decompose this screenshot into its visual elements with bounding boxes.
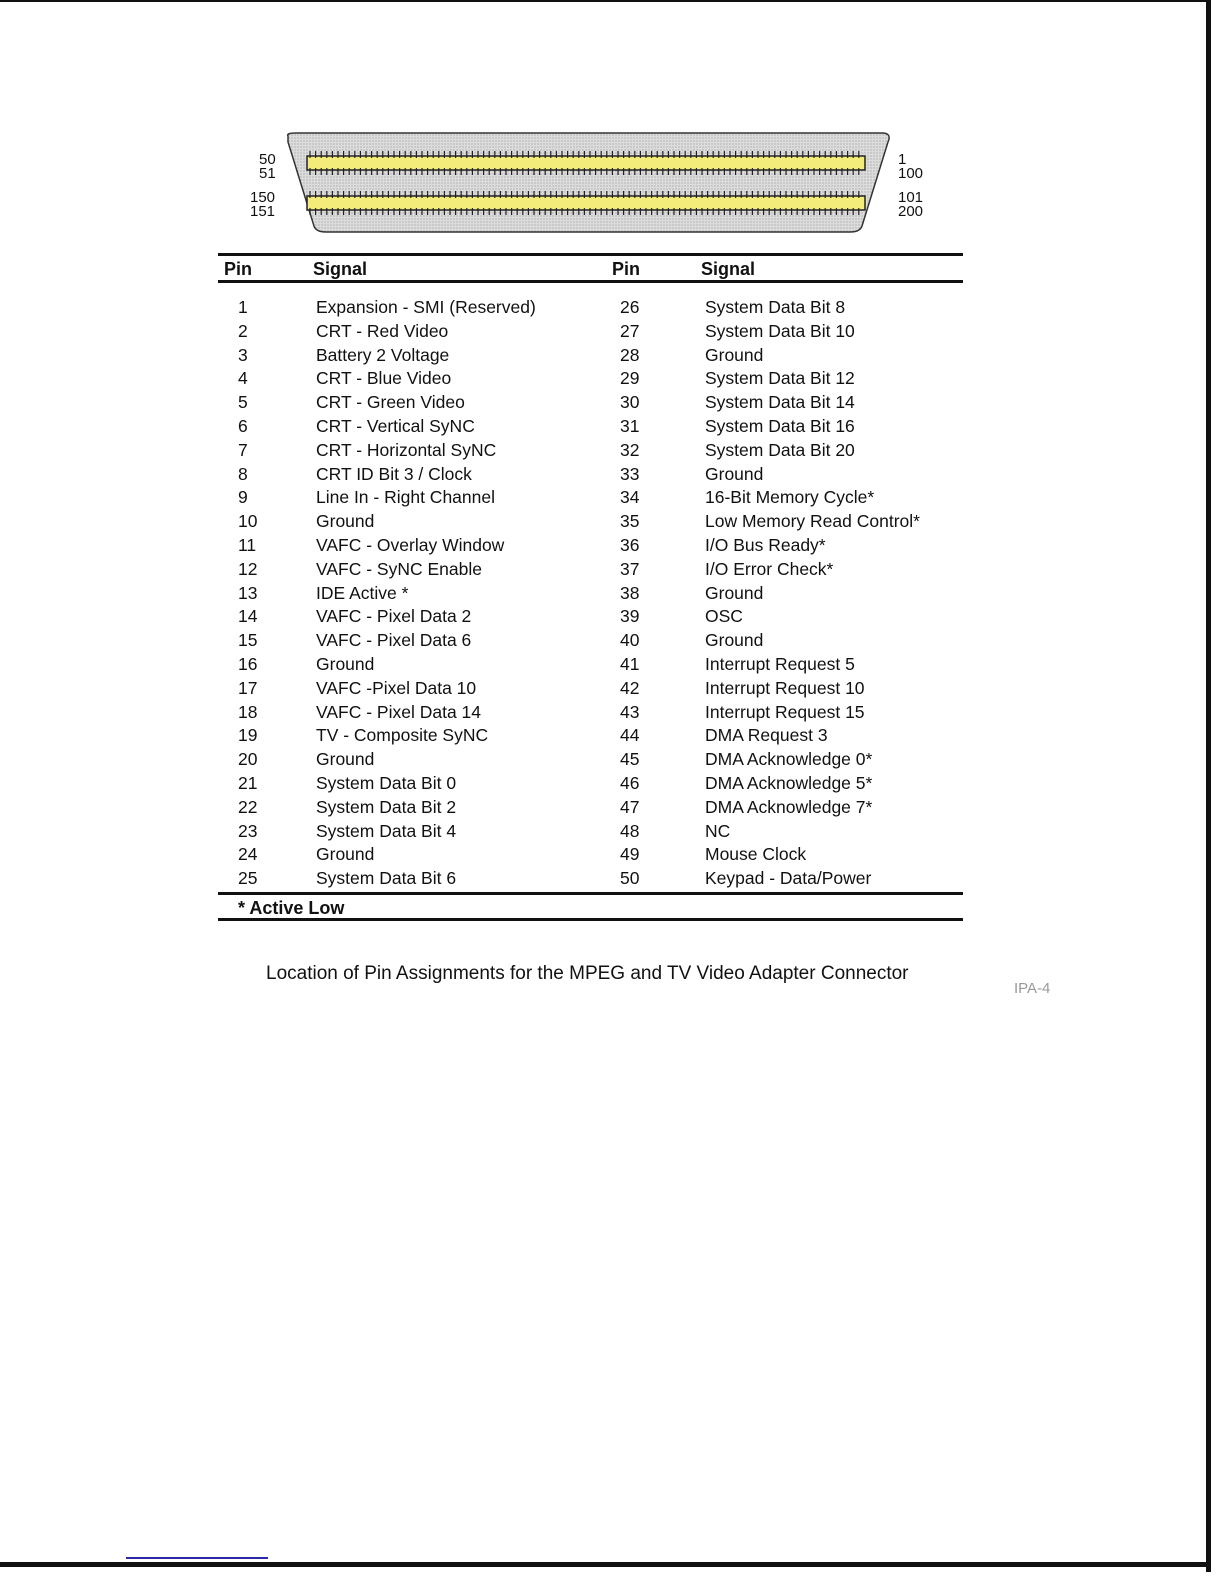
table-row [218,296,963,320]
signal-name-cell: VAFC - Overlay Window [316,534,505,555]
table-header-rule [218,280,963,283]
table-footer-rule [218,918,963,921]
header-signal-2: Signal [701,259,756,279]
signal-name-cell: Line In - Right Channel [316,487,495,508]
table-row [218,391,963,415]
pin-number-cell: 2 [238,320,248,341]
signal-name-cell: CRT - Red Video [316,320,449,341]
pin-number-cell: 37 [620,558,640,579]
signal-name-cell: DMA Acknowledge 7* [705,796,873,817]
pin-number-cell: 27 [620,320,640,341]
pin-number-cell: 28 [620,344,640,365]
pin-label-150: 150 [250,189,276,206]
table-row [218,463,963,487]
pin-number-cell: 16 [238,653,258,674]
table-row [218,724,963,748]
pin-number-cell: 25 [238,868,258,889]
pin-number-cell: 26 [620,297,640,317]
pin-number-cell: 15 [238,630,258,651]
signal-name-cell: System Data Bit 14 [705,392,855,413]
table-row [218,510,963,534]
signal-name-cell: System Data Bit 2 [316,796,457,817]
signal-name-cell: Ground [316,844,375,865]
pin-number-cell: 9 [238,487,248,508]
signal-name-cell: Interrupt Request 10 [705,677,865,698]
pin-number-cell: 17 [238,677,258,698]
signal-name-cell: System Data Bit 16 [705,415,855,436]
pin-number-cell: 11 [238,534,257,555]
pin-number-cell: 45 [620,749,640,770]
signal-name-cell: I/O Error Check* [705,558,834,579]
pin-number-cell: 18 [238,701,258,722]
pin-number-cell: 7 [238,439,248,460]
pin-number-cell: 40 [620,630,640,651]
pin-number-cell: 19 [238,725,258,746]
pin-number-cell: 38 [620,582,640,603]
pin-number-cell: 20 [238,749,258,770]
signal-name-cell: Interrupt Request 5 [705,653,855,674]
pin-number-cell: 34 [620,487,640,508]
pin-number-cell: 46 [620,772,640,793]
pin-number-cell: 12 [238,558,258,579]
header-signal-1: Signal [313,259,368,279]
pin-number-cell: 8 [238,463,248,484]
table-bottom-rule [218,892,963,895]
figure-reference: IPA-4 [1014,980,1051,997]
signal-name-cell: DMA Acknowledge 0* [705,749,873,770]
table-row [218,534,963,558]
pin-number-cell: 21 [238,772,258,793]
signal-name-cell: Battery 2 Voltage [316,344,450,365]
pin-number-cell: 41 [620,653,640,674]
table-row [218,344,963,368]
table-row [218,820,963,844]
table-top-rule [218,253,963,256]
table-row [218,629,963,653]
pin-number-cell: 3 [238,344,248,365]
header-pin-2: Pin [612,259,641,279]
pin-number-cell: 22 [238,796,258,817]
signal-name-cell: DMA Request 3 [705,725,828,746]
pin-number-cell: 29 [620,368,640,389]
pin-number-cell: 6 [238,415,248,436]
pin-row-bottom [307,196,865,210]
signal-name-cell: Ground [705,344,764,365]
signal-name-cell: VAFC - SyNC Enable [316,558,482,579]
page-border-top [0,0,1210,2]
table-row [218,558,963,582]
footnote-active-low: * Active Low [238,898,345,918]
signal-name-cell: Mouse Clock [705,844,807,865]
signal-name-cell: System Data Bit 0 [316,772,457,793]
signal-name-cell: 16-Bit Memory Cycle* [705,487,875,508]
pin-label-1: 1 [898,151,907,168]
pin-number-cell: 32 [620,439,640,460]
pin-row-top [307,156,865,170]
signal-name-cell: DMA Acknowledge 5* [705,772,873,793]
signal-name-cell: Low Memory Read Control* [705,511,920,532]
pin-number-cell: 31 [620,415,640,436]
signal-name-cell: Ground [705,630,764,651]
table-row [218,486,963,510]
table-row [218,367,963,391]
signal-name-cell: Ground [316,653,375,674]
pin-number-cell: 50 [620,868,640,889]
signal-name-cell: System Data Bit 4 [316,820,457,841]
pin-number-cell: 35 [620,511,640,532]
table-row [218,605,963,629]
table-row [218,439,963,463]
signal-name-cell: CRT - Vertical SyNC [316,415,475,436]
table-row [218,415,963,439]
pin-label-151: 151 [250,203,276,220]
pin-number-cell: 1 [238,297,248,317]
pin-number-cell: 36 [620,534,640,555]
pin-number-cell: 24 [238,844,258,865]
signal-name-cell: System Data Bit 12 [705,368,855,389]
signal-name-cell: System Data Bit 20 [705,439,855,460]
table-row [218,677,963,701]
signal-name-cell: CRT ID Bit 3 / Clock [316,463,472,484]
pin-number-cell: 42 [620,677,640,698]
signal-name-cell: Keypad - Data/Power [705,868,872,889]
pin-number-cell: 10 [238,511,258,532]
pin-number-cell: 33 [620,463,640,484]
signal-name-cell: VAFC - Pixel Data 14 [316,701,482,722]
signal-name-cell: System Data Bit 10 [705,320,855,341]
signal-name-cell: IDE Active * [316,582,409,603]
page-border-bottom [0,1562,1211,1567]
table-row [218,796,963,820]
signal-name-cell: CRT - Blue Video [316,368,452,389]
pin-number-cell: 5 [238,392,248,413]
pin-label-51: 51 [259,165,276,182]
table-row [218,843,963,867]
pin-label-101: 101 [898,189,924,206]
pin-number-cell: 47 [620,796,640,817]
table-row [218,701,963,725]
signal-name-cell: Interrupt Request 15 [705,701,865,722]
connector-shell [288,133,889,232]
pin-number-cell: 43 [620,701,640,722]
signal-name-cell: Ground [705,463,764,484]
signal-name-cell: VAFC -Pixel Data 10 [316,677,477,698]
signal-name-cell: VAFC - Pixel Data 6 [316,630,472,651]
pin-number-cell: 14 [238,606,258,627]
pin-label-200: 200 [898,203,924,220]
pin-number-cell: 13 [238,582,258,603]
pin-number-cell: 39 [620,606,640,627]
pin-number-cell: 23 [238,820,258,841]
page-border-right [1206,0,1211,1572]
figure-caption: Location of Pin Assignments for the MPEG and TV Video Adapter Connector [266,963,909,984]
signal-name-cell: VAFC - Pixel Data 2 [316,606,472,627]
signal-name-cell: I/O Bus Ready* [705,534,826,555]
pin-number-cell: 4 [238,368,248,389]
pin-number-cell: 48 [620,820,640,841]
pin-number-cell: 49 [620,844,640,865]
signal-name-cell: Ground [316,749,375,770]
pin-table-body [218,296,963,891]
connector-drawing [240,128,940,238]
pin-label-100: 100 [898,165,924,182]
footer-link-underline [126,1557,268,1559]
signal-name-cell: Expansion - SMI (Reserved) [316,297,536,317]
pin-number-cell: 30 [620,392,640,413]
signal-name-cell: System Data Bit 8 [705,297,846,317]
pin-label-50: 50 [259,151,276,168]
table-row [218,582,963,606]
table-row [218,772,963,796]
header-pin-1: Pin [224,259,253,279]
signal-name-cell: System Data Bit 6 [316,868,457,889]
signal-name-cell: CRT - Green Video [316,392,465,413]
signal-name-cell: OSC [705,606,743,627]
signal-name-cell: CRT - Horizontal SyNC [316,439,497,460]
signal-name-cell: Ground [705,582,764,603]
signal-name-cell: TV - Composite SyNC [316,725,489,746]
pin-number-cell: 44 [620,725,640,746]
table-row [218,748,963,772]
connector-diagram [240,128,940,238]
signal-name-cell: NC [705,820,731,841]
table-row [218,867,963,891]
table-row [218,320,963,344]
signal-name-cell: Ground [316,511,375,532]
table-row [218,653,963,677]
